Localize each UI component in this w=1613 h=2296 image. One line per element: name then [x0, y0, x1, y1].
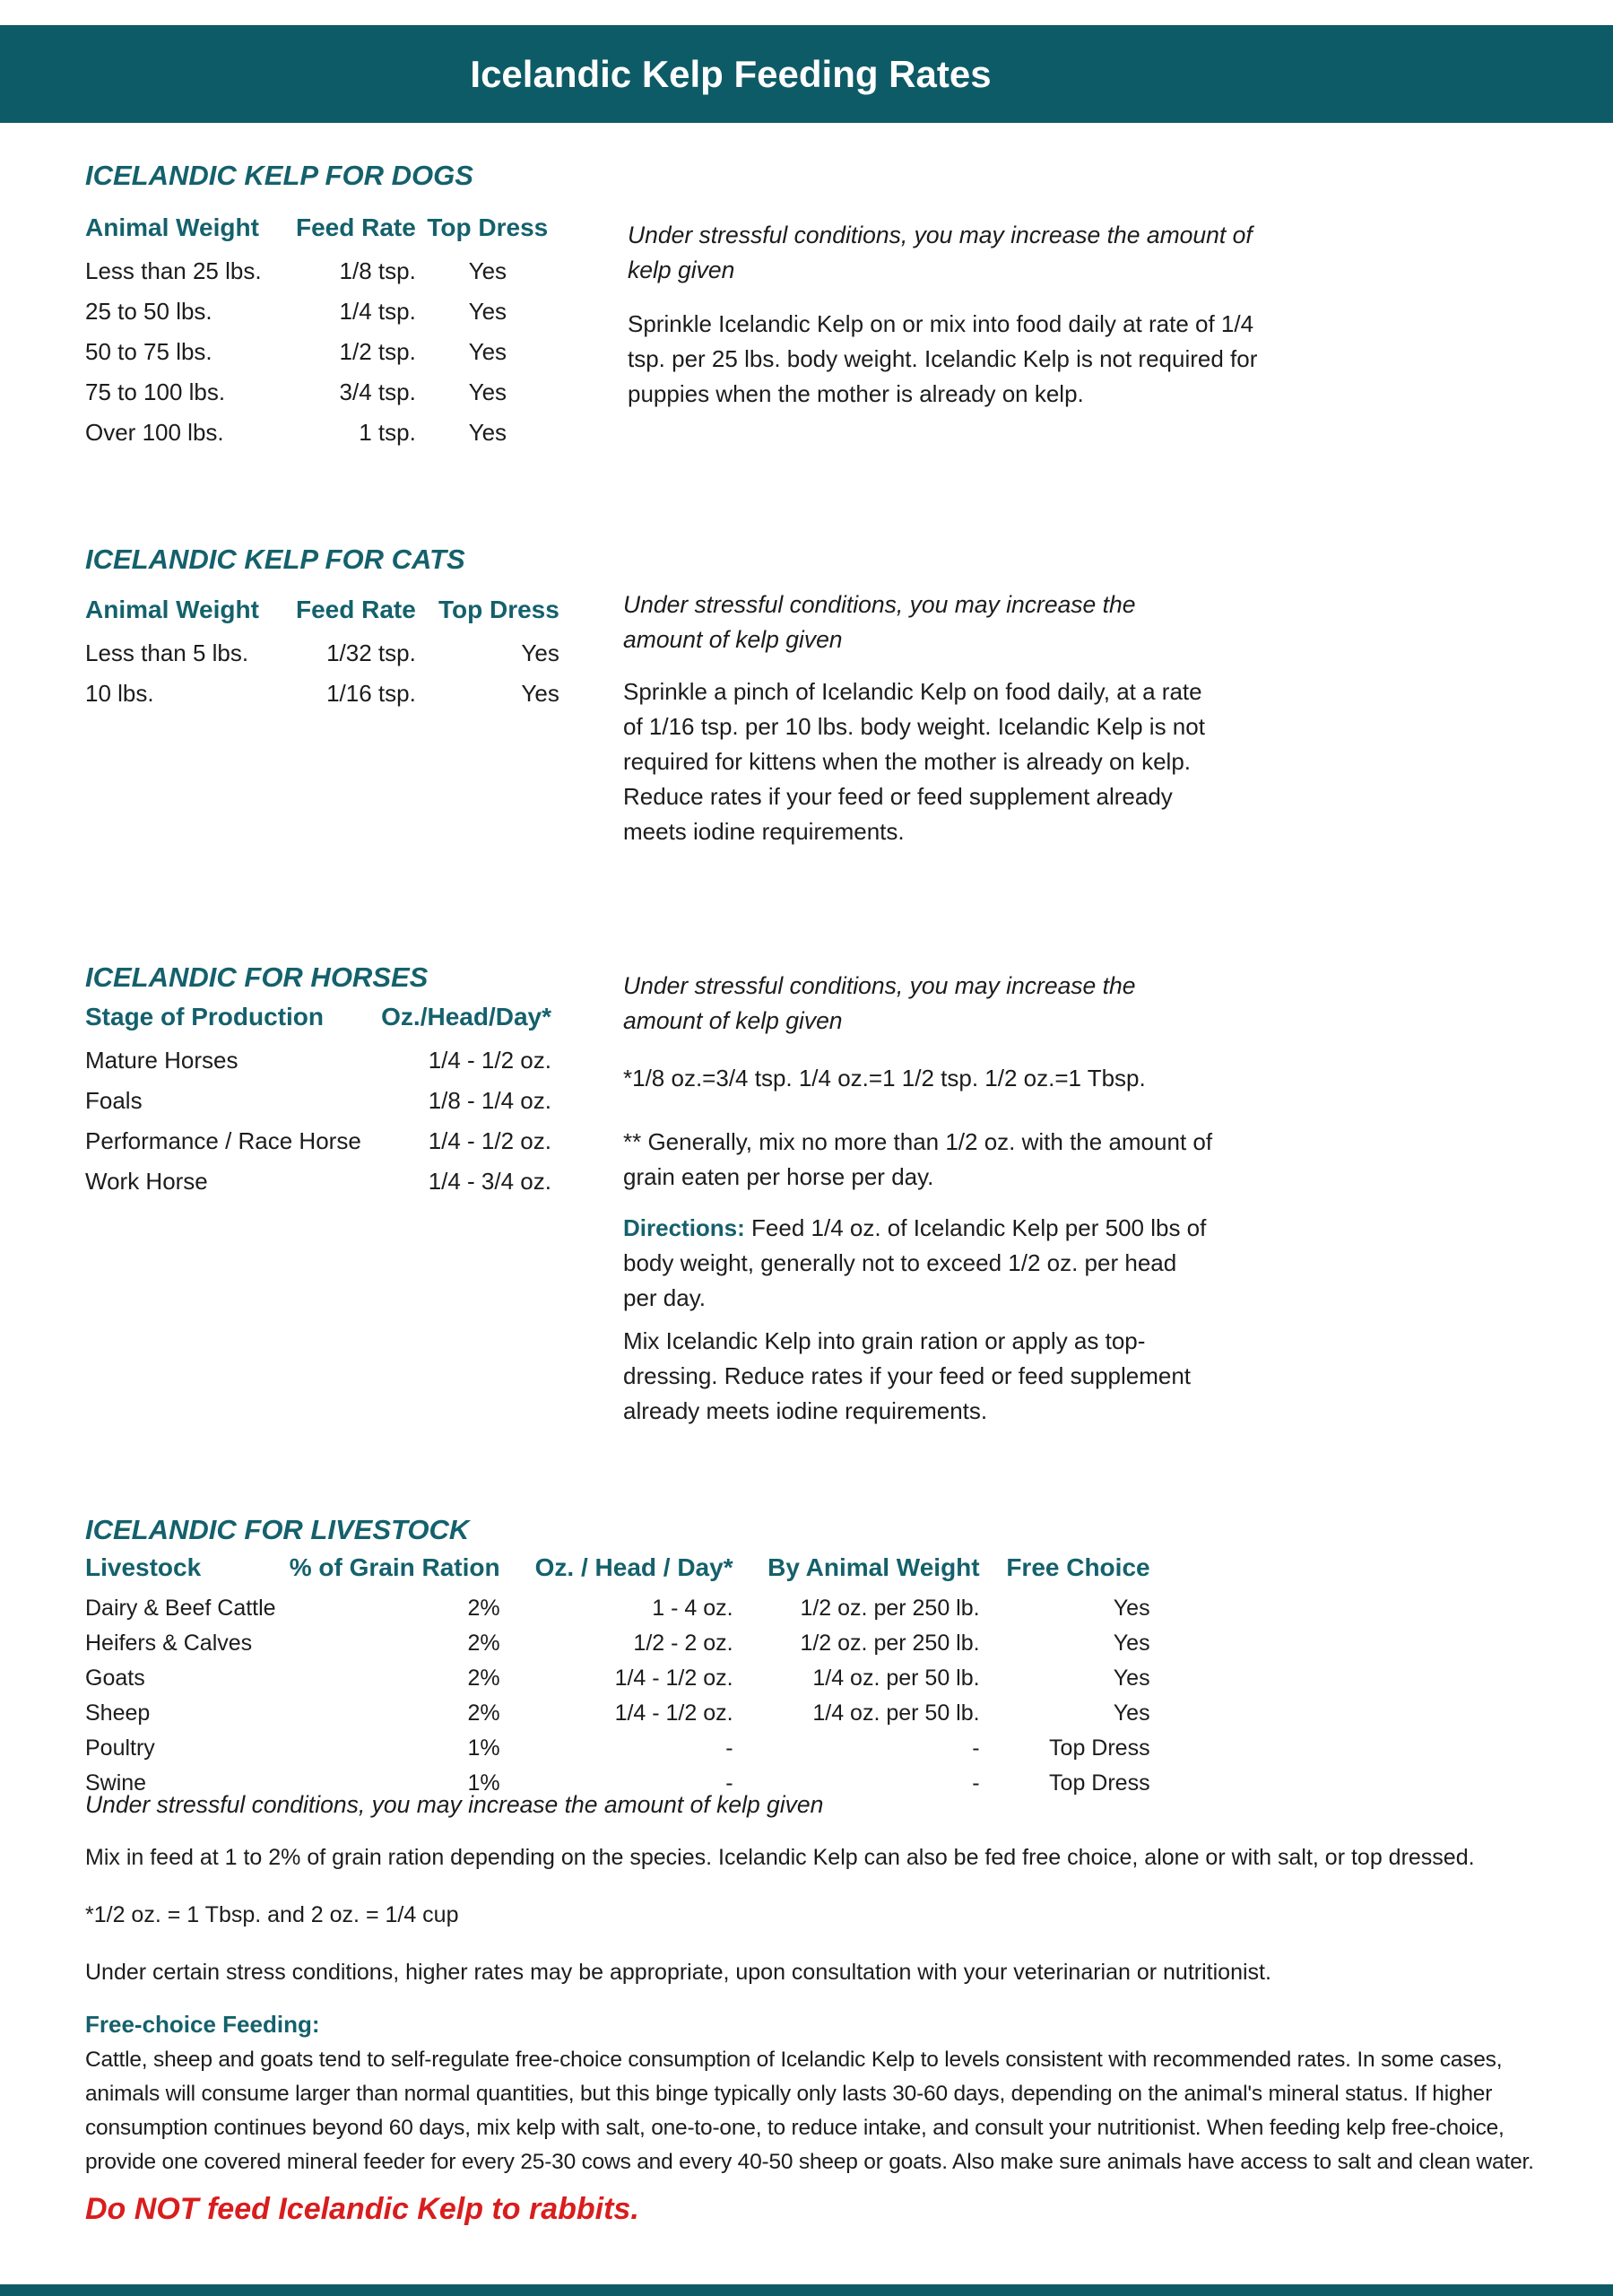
cell-top-dress: Yes — [468, 298, 507, 325]
cell-animal-weight: 25 to 50 lbs. — [85, 298, 212, 325]
dogs-table-header-row — [85, 213, 559, 251]
cell-animal-weight: Over 100 lbs. — [85, 419, 224, 446]
cell-livestock-name: Dairy & Beef Cattle — [85, 1596, 276, 1621]
livestock-table — [85, 1553, 1150, 1801]
rabbit-warning: Do NOT feed Icelandic Kelp to rabbits. — [85, 2192, 639, 2226]
cell-oz: 1/4 - 3/4 oz. — [428, 1168, 551, 1195]
cell-oz-head-day: 1 - 4 oz. — [652, 1596, 733, 1621]
cell-animal-weight: 75 to 100 lbs. — [85, 378, 226, 405]
column-header-top-dress: Top Dress — [427, 213, 549, 241]
cell-top-dress: Yes — [468, 419, 507, 446]
cell-by-animal-weight: - — [972, 1735, 980, 1761]
cell-oz-head-day: - — [725, 1735, 733, 1761]
cell-free-choice: Top Dress — [1049, 1735, 1150, 1761]
cell-grain-ration: 2% — [467, 1631, 500, 1656]
column-header-animal-weight: Animal Weight — [85, 596, 259, 623]
table-row — [85, 1591, 1150, 1626]
footer-band — [0, 2284, 1613, 2296]
cell-livestock-name: Poultry — [85, 1735, 155, 1761]
section-heading-horses: ICELANDIC FOR HORSES — [85, 961, 429, 993]
cell-oz: 1/8 - 1/4 oz. — [428, 1087, 551, 1114]
cell-livestock-name: Swine — [85, 1770, 147, 1796]
cell-animal-weight: Less than 5 lbs. — [85, 639, 249, 666]
stress-consultation-note: Under certain stress conditions, higher rates may be appropriate, upon consultation with your veterinarian or nutritionist. — [85, 1960, 1271, 1985]
cell-livestock-name: Goats — [85, 1665, 145, 1691]
horses-conversion-note: *1/8 oz.=3/4 tsp. 1/4 oz.=1 1/2 tsp. 1/2 oz.=1 Tbsp. — [623, 1065, 1146, 1091]
table-row — [85, 291, 559, 332]
cell-top-dress: Yes — [468, 378, 507, 405]
cell-feed-rate: 1/4 tsp. — [339, 298, 416, 325]
cell-feed-rate: 1/8 tsp. — [339, 257, 416, 284]
column-header-grain-ration: % of Grain Ration — [289, 1553, 500, 1581]
page-title: Icelandic Kelp Feeding Rates — [470, 53, 992, 95]
cell-oz-head-day: - — [725, 1770, 733, 1796]
cats-paragraph: Sprinkle a pinch of Icelandic Kelp on food daily, at a rate of 1/16 tsp. per 10 lbs. body weight. Icelandic Kelp is not required for kittens when the mother is already on kelp. Reduce rates if your feed or feed supplement already meets iodine requirements. — [623, 678, 1205, 845]
cell-grain-ration: 2% — [467, 1665, 500, 1691]
cell-by-animal-weight: 1/2 oz. per 250 lb. — [800, 1596, 980, 1621]
horses-table — [85, 1003, 551, 1202]
section-heading-livestock: ICELANDIC FOR LIVESTOCK — [85, 1514, 470, 1545]
cell-feed-rate: 1/16 tsp. — [326, 680, 416, 707]
livestock-mix-note: Mix in feed at 1 to 2% of grain ration depending on the species. Icelandic Kelp can also be fed free choice, alone or with salt, or top dressed. — [85, 1845, 1475, 1870]
cell-oz: 1/4 - 1/2 oz. — [428, 1127, 551, 1154]
table-row — [85, 1626, 1150, 1661]
horses-mix-paragraph: Mix Icelandic Kelp into grain ration or apply as top-dressing. Reduce rates if your feed or feed supplement already meets iodine requirements. — [623, 1327, 1192, 1424]
column-header-livestock: Livestock — [85, 1553, 202, 1581]
cell-free-choice: Yes — [1113, 1596, 1150, 1621]
cell-grain-ration: 1% — [467, 1735, 500, 1761]
cell-oz-head-day: 1/4 - 1/2 oz. — [614, 1665, 733, 1691]
cell-feed-rate: 1 tsp. — [359, 419, 416, 446]
cell-top-dress: Yes — [521, 680, 559, 707]
cell-animal-weight: 10 lbs. — [85, 680, 154, 707]
section-heading-cats: ICELANDIC KELP FOR CATS — [85, 544, 465, 575]
table-row — [85, 1081, 551, 1121]
cell-feed-rate: 1/2 tsp. — [339, 338, 416, 365]
column-header-oz-head-day: Oz. / Head / Day* — [534, 1553, 733, 1581]
table-row — [85, 372, 559, 413]
horses-mixing-note: ** Generally, mix no more than 1/2 oz. with the amount of grain eaten per horse per day. — [623, 1128, 1213, 1190]
horses-stress-note: Under stressful conditions, you may increase the amount of kelp given — [623, 972, 1136, 1034]
cell-top-dress: Yes — [521, 639, 559, 666]
directions-label: Directions: — [623, 1214, 745, 1241]
column-header-feed-rate: Feed Rate — [296, 596, 416, 623]
column-header-animal-weight: Animal Weight — [85, 213, 259, 241]
dogs-table — [85, 213, 559, 453]
cell-stage: Foals — [85, 1087, 143, 1114]
cell-feed-rate: 3/4 tsp. — [339, 378, 416, 405]
table-row — [85, 633, 559, 674]
directions-text: Feed 1/4 oz. of Icelandic Kelp per 500 lbs of body weight, generally not to exceed 1/2 oz. per head per day. — [623, 1214, 1207, 1311]
table-row — [85, 1040, 551, 1081]
section-heading-dogs: ICELANDIC KELP FOR DOGS — [85, 160, 473, 191]
cell-by-animal-weight: - — [972, 1770, 980, 1796]
table-row — [85, 1731, 1150, 1766]
header-band — [0, 25, 1613, 123]
table-row — [85, 1696, 1150, 1731]
dogs-paragraph: Sprinkle Icelandic Kelp on or mix into food daily at rate of 1/4 tsp. per 25 lbs. body weight. Icelandic Kelp is not required for puppies when the mother is already on kelp. — [628, 310, 1258, 407]
column-header-stage-of-production: Stage of Production — [85, 1003, 324, 1031]
horses-table-header-row — [85, 1003, 551, 1040]
table-row — [85, 1121, 551, 1161]
cell-free-choice: Yes — [1113, 1665, 1150, 1691]
table-row — [85, 413, 559, 453]
free-choice-paragraph: Cattle, sheep and goats tend to self-regulate free-choice consumption of Icelandic Kelp to levels consistent with recommended rates. In some cases, animals will consume larger than normal quantities, but this binge typically only lasts 30-60 days, depending on the animal's mineral status. If higher consumption continues beyond 60 days, mix kelp with salt, one-to-one, to reduce intake, and consult your nutritionist. When feeding kelp free-choice, provide one covered mineral feeder for every 25-30 cows and every 40-50 sheep or goats. Also make sure animals have access to salt and clean water. — [85, 2048, 1534, 2174]
cell-stage: Work Horse — [85, 1168, 208, 1195]
column-header-feed-rate: Feed Rate — [296, 213, 416, 241]
cell-grain-ration: 2% — [467, 1700, 500, 1726]
table-row — [85, 332, 559, 372]
cell-oz: 1/4 - 1/2 oz. — [428, 1047, 551, 1074]
column-header-free-choice: Free Choice — [1006, 1553, 1150, 1581]
column-header-top-dress: Top Dress — [438, 596, 559, 623]
cats-table — [85, 596, 559, 714]
dogs-stress-note: Under stressful conditions, you may increase the amount of kelp given — [628, 222, 1253, 283]
free-choice-heading: Free-choice Feeding: — [85, 2011, 320, 2038]
cell-by-animal-weight: 1/4 oz. per 50 lb. — [812, 1665, 980, 1691]
horses-directions — [623, 1211, 1215, 1316]
cell-stage: Performance / Race Horse — [85, 1127, 361, 1154]
cell-grain-ration: 1% — [467, 1770, 500, 1796]
cell-oz-head-day: 1/2 - 2 oz. — [633, 1631, 733, 1656]
cell-grain-ration: 2% — [467, 1596, 500, 1621]
table-row — [85, 1161, 551, 1202]
cell-feed-rate: 1/32 tsp. — [326, 639, 416, 666]
table-row — [85, 674, 559, 714]
cell-free-choice: Top Dress — [1049, 1770, 1150, 1796]
cell-livestock-name: Sheep — [85, 1700, 151, 1726]
cell-by-animal-weight: 1/2 oz. per 250 lb. — [800, 1631, 980, 1656]
column-header-by-animal-weight: By Animal Weight — [767, 1553, 980, 1581]
table-row — [85, 251, 559, 291]
table-row — [85, 1661, 1150, 1696]
cell-oz-head-day: 1/4 - 1/2 oz. — [614, 1700, 733, 1726]
conversion-note: *1/2 oz. = 1 Tbsp. and 2 oz. = 1/4 cup — [85, 1902, 459, 1927]
cell-free-choice: Yes — [1113, 1631, 1150, 1656]
livestock-table-header-row — [85, 1553, 1150, 1591]
cell-top-dress: Yes — [468, 257, 507, 284]
cats-table-header-row — [85, 596, 559, 633]
cell-animal-weight: 50 to 75 lbs. — [85, 338, 212, 365]
livestock-stress-note: Under stressful conditions, you may increase the amount of kelp given — [85, 1791, 824, 1818]
cell-animal-weight: Less than 25 lbs. — [85, 257, 262, 284]
cell-stage: Mature Horses — [85, 1047, 238, 1074]
cats-stress-note: Under stressful conditions, you may increase the amount of kelp given — [623, 591, 1136, 653]
cell-free-choice: Yes — [1113, 1700, 1150, 1726]
column-header-oz-head-day: Oz./Head/Day* — [381, 1003, 551, 1031]
cell-livestock-name: Heifers & Calves — [85, 1631, 253, 1656]
cell-by-animal-weight: 1/4 oz. per 50 lb. — [812, 1700, 980, 1726]
cell-top-dress: Yes — [468, 338, 507, 365]
